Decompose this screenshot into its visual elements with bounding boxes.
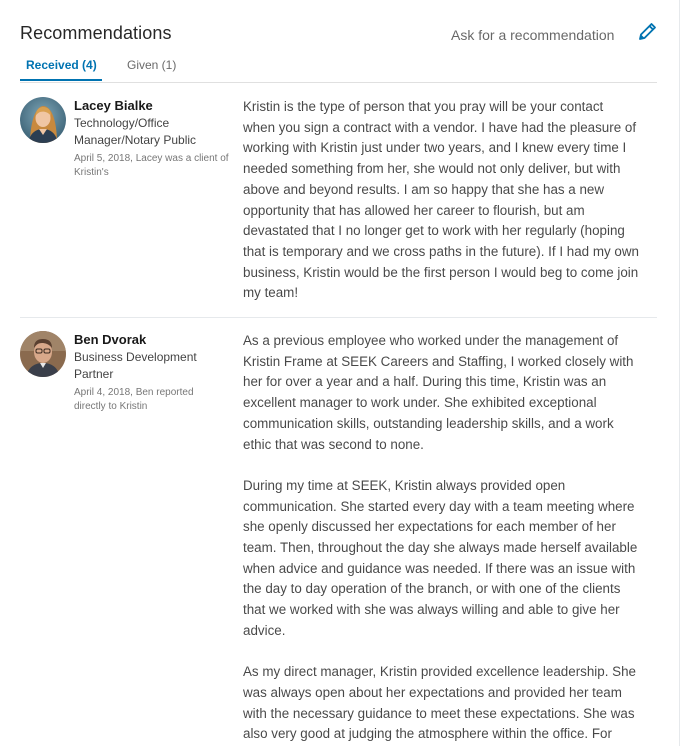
recommendation-paragraph [243, 662, 653, 745]
headline-line: Manager/Notary Public [74, 133, 197, 147]
text-line: business, Kristin would be the first person I would beg to come join [243, 264, 639, 280]
text-line: my team! [243, 285, 299, 301]
text-line: Kristin is the type of person that you pray will be your contact [243, 99, 604, 114]
text-line: Kristin Frame at SEEK Careers and Staffing, I worked closely with [243, 353, 634, 369]
text-line: As a previous employee who worked under the management of [243, 333, 619, 348]
recommender-info [74, 98, 234, 180]
text-line: that we worked with she was always willing and able to give her [243, 602, 620, 618]
text-line: devastated that I no longer get to work with her regularly (hoping [243, 223, 625, 239]
text-line: her for over a year and a half. During this time, Kristin was an [243, 374, 607, 390]
text-line: above and beyond results. I am so happy that she has a new [243, 181, 605, 197]
text-line: communication. She started every day with a team meeting where [243, 498, 635, 514]
text-line: working with Kristin just under two years, and I knew every time I [243, 140, 627, 156]
recommendation-paragraph [243, 97, 653, 304]
text-line: ethic that was second to none. [243, 436, 424, 452]
recommendation-meta [74, 386, 234, 414]
text-line: advice. [243, 622, 286, 638]
recommendation-text [243, 331, 653, 745]
meta-line: April 5, 2018, Lacey was a client of [74, 153, 229, 164]
avatar[interactable] [20, 331, 66, 377]
text-line: team. Then, throughout the day she always made herself available [243, 540, 638, 556]
text-line: excellent manager to work under. She exhibited exceptional [243, 395, 597, 411]
meta-line: directly to Kristin [74, 401, 148, 412]
text-line: that is temporary and we cross paths in the future). If I had my own [243, 243, 639, 259]
text-line: As my direct manager, Kristin provided excellence leadership. She [243, 664, 636, 680]
headline-line: Technology/Office [74, 116, 170, 130]
recommender-headline [74, 115, 234, 149]
recommender-info [74, 332, 234, 414]
card-header [0, 0, 680, 50]
recommendation-paragraph [243, 331, 653, 455]
text-line: when you sign a contract with a vendor. I have had the pleasure of [243, 119, 637, 135]
tab-given[interactable]: Given (1) [127, 58, 177, 72]
text-line: During my time at SEEK, Kristin always provided open [243, 477, 566, 493]
recommendation-paragraph [243, 476, 653, 642]
active-tab-indicator [20, 79, 102, 81]
text-line: with the necessary guidance to meet these expectations. She was [243, 705, 635, 721]
recommender-name[interactable]: Lacey Bialke [74, 98, 153, 113]
text-line: needed something from her, she would not only deliver, but with [243, 161, 621, 177]
headline-line: Partner [74, 367, 114, 381]
headline-line: Business Development [74, 350, 197, 364]
text-line: the day to day operation of the branch, or with one of the clients [243, 581, 621, 597]
recommendation-item [20, 318, 657, 746]
pencil-icon[interactable] [636, 21, 658, 43]
recommendation-tabs [20, 50, 657, 83]
tab-received[interactable]: Received (4) [26, 58, 97, 72]
recommendation-meta [74, 152, 234, 180]
ask-for-recommendation-link[interactable]: Ask for a recommendation [451, 27, 615, 43]
recommender-headline [74, 349, 234, 383]
text-line: communication skills, outstanding leadership skills, and a work [243, 415, 614, 431]
recommender-name[interactable]: Ben Dvorak [74, 332, 147, 347]
text-line: opportunity that has allowed her career to flourish, but am [243, 202, 585, 218]
recommendation-text [243, 97, 653, 304]
text-line: was always open about her expectations and provided her team [243, 684, 622, 700]
text-line: she openly discussed her expectations for each member of her [243, 519, 616, 535]
recommendation-item [20, 83, 657, 318]
meta-line: April 4, 2018, Ben reported [74, 387, 194, 398]
text-line: also very good at judging the atmosphere within the office. For [243, 726, 612, 742]
text-line: when advice and guidance was needed. If there was an issue with [243, 560, 636, 576]
avatar[interactable] [20, 97, 66, 143]
meta-line: Kristin's [74, 167, 109, 178]
section-title: Recommendations [20, 23, 172, 43]
